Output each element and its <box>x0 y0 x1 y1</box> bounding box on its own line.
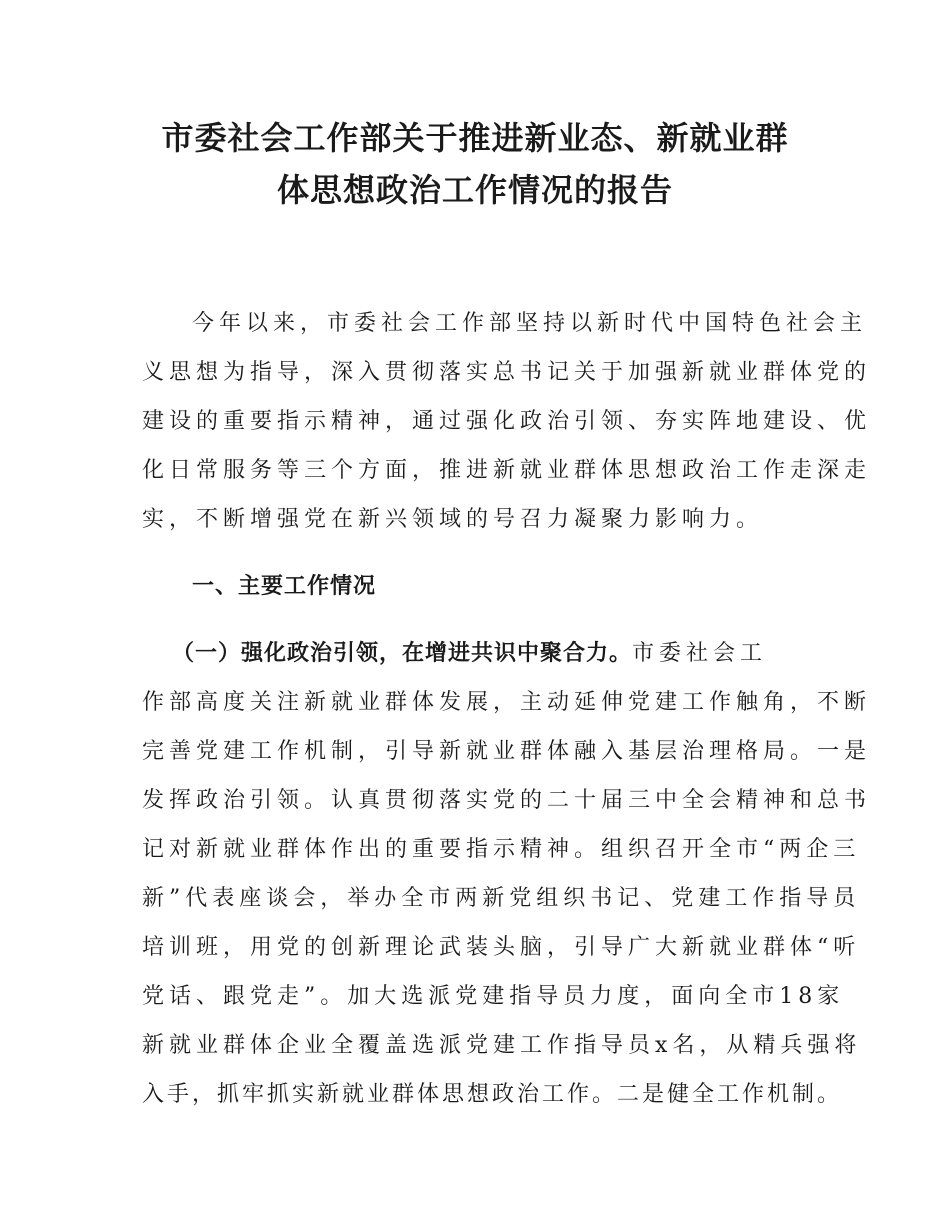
intro-line-3: 建设的重要指示精神，通过强化政治引领、夯实阵地建设、优 <box>142 409 872 434</box>
title-line-1: 市委社会工作部关于推进新业态、新就业群 <box>161 119 789 157</box>
body-line-4: 记对新就业群体作出的重要指示精神。组织召开全市“两企三 <box>142 837 861 862</box>
subsection-heading: （一）强化政治引领，在增进共识中聚合力。 <box>172 641 633 666</box>
body-line-2: 完善党建工作机制，引导新就业群体融入基层治理格局。一是 <box>142 739 872 764</box>
body-line-3: 发挥政治引领。认真贯彻落实党的二十届三中全会精神和总书 <box>142 788 872 813</box>
body-line-6: 培训班，用党的创新理论武装头脑，引导广大新就业群体“听 <box>142 935 861 960</box>
body-line-7: 党话、跟党走”。加大选派党建指导员力度，面向全市18家 <box>142 984 845 1009</box>
body-line-1: 作部高度关注新就业群体发展，主动延伸党建工作触角，不断 <box>142 690 872 715</box>
body-line-8: 新就业群体企业全覆盖选派党建工作指导员x名，从精兵强将 <box>142 1033 862 1058</box>
subsection-first-line-rest: 市委社会工 <box>632 641 768 666</box>
title-line-2: 体思想政治工作情况的报告 <box>276 171 673 209</box>
subsection-first-line <box>172 639 852 669</box>
section-heading: 一、主要工作情况 <box>192 574 377 599</box>
intro-line-2: 义思想为指导，深入贯彻落实总书记关于加强新就业群体党的 <box>142 360 872 385</box>
document-title <box>100 112 850 216</box>
body-line-9: 入手，抓牢抓实新就业群体思想政治工作。二是健全工作机制。 <box>142 1082 843 1107</box>
intro-line-4: 化日常服务等三个方面，推进新就业群体思想政治工作走深走 <box>142 458 872 483</box>
intro-line-1: 今年以来，市委社会工作部坚持以新时代中国特色社会主 <box>192 311 868 336</box>
intro-line-5: 实，不断增强党在新兴领域的号召力凝聚力影响力。 <box>142 507 764 532</box>
body-line-5: 新”代表座谈会，举办全市两新党组织书记、党建工作指导员 <box>142 886 861 911</box>
